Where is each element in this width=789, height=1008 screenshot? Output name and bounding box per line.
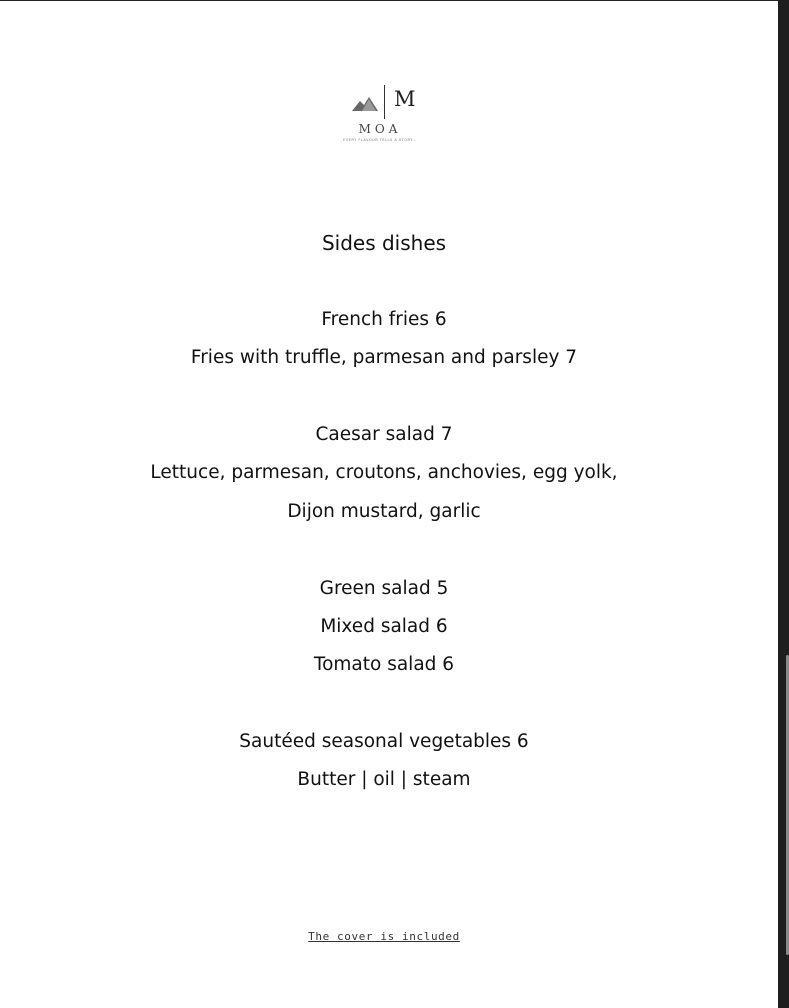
menu-list (0, 224, 768, 800)
brand-name: MOA (358, 122, 402, 136)
brand-tagline: EVERY FLAVOUR TELLS A STORY... (343, 138, 417, 142)
menu-item-description: Butter | oil | steam (297, 769, 471, 791)
menu-section-vegetables (0, 723, 768, 800)
menu-item-description: Dijon mustard, garlic (287, 500, 481, 522)
footer-note: The cover is included (308, 930, 460, 943)
brand-logo (330, 85, 430, 149)
mountain-icon (350, 91, 384, 115)
menu-section-salads (0, 570, 768, 685)
menu-item: French fries 6 (321, 308, 447, 330)
menu-item: Fries with truffle, parmesan and parsley 7 (190, 347, 578, 369)
logo-letter: M (394, 87, 416, 111)
menu-item: Tomato salad 6 (313, 654, 455, 676)
menu-item: Caesar salad 7 (315, 423, 453, 445)
menu-item: Mixed salad 6 (320, 615, 448, 637)
menu-item: Green salad 5 (319, 577, 449, 599)
menu-item-description: Lettuce, parmesan, croutons, anchovies, egg yolk, (150, 462, 618, 484)
menu-item: Sautéed seasonal vegetables 6 (239, 731, 529, 753)
menu-section-fries (0, 301, 768, 378)
logo-divider (384, 85, 385, 119)
menu-section-caesar (0, 416, 768, 531)
menu-title: Sides dishes (321, 231, 447, 255)
